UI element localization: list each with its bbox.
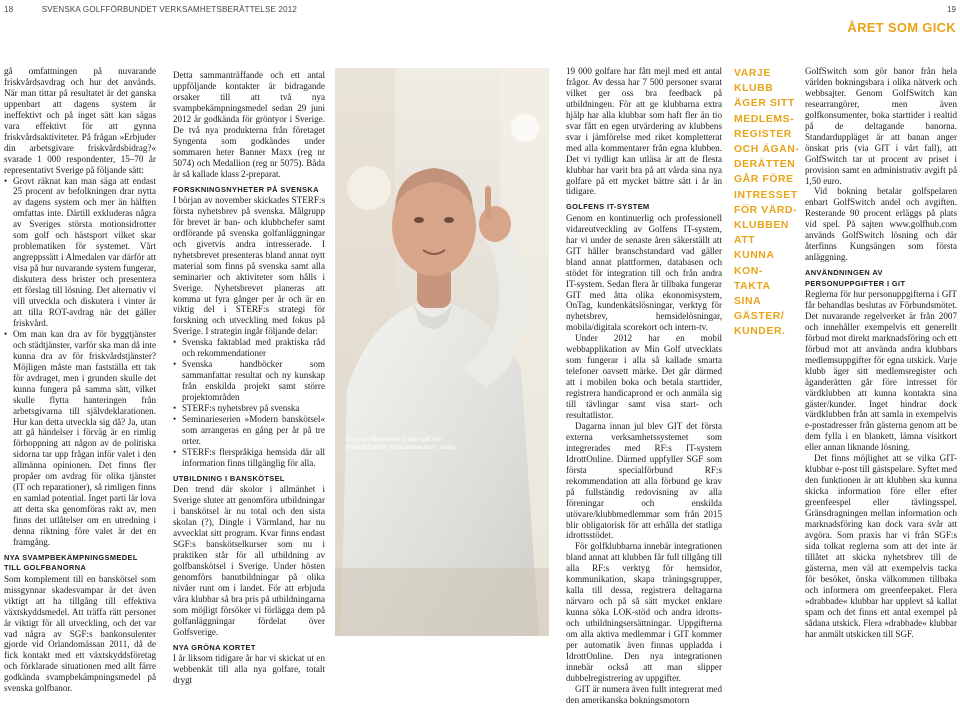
bullet-item: • STERF:s nyhetsbrev på svenska [173,403,325,414]
photo-caption: Gunnar Håkansson pratar golf och friskvård under Almedalsveckan i Visby. [346,436,457,451]
page-header [0,0,960,48]
quote-line: GÅR FÖRE [734,174,794,186]
section-heading: GOLFENS IT-SYSTEM [566,202,650,212]
bullet-item: • Grovt räknat kan man säga att endast 25 procent av befolkningen drar nytta av dagens system och mer än hälften omfattas inte. Därtill exkluderas några av Sveriges största motionsidrotter som golf och hästsport vilket skar problematiken för systemet. Vårt angreppssätt i Almedalen var därför att visa på hur nuvarande system fungerar, diskutera dess brister och presentera ett förslag till lösning. Det alternativ vi vill utveckla och diskutera i vinter är att tilla ROT-avdrag när det gäller friskvård. [4,176,156,329]
bullet-item: • Seminarieserien »Modern banskötsel« som arrangeras en gång per år på tre orter. [173,414,325,447]
text-column-2 [173,70,325,686]
section-title: ÅRET SOM GICK [847,20,956,35]
paragraph: GolfSwitch som gör banor från hela världen bokningsbara i olika nätverk och webbsajter. Genom GolfSwitch kan researrangörer, men även golfkonsumenter, boka starttider i realtid på de deltagande banorna. Standarduppläget är att banan anger önskat pris (via GIT i vårt fall), att GolfSwitch tar ut procent av priset i provision samt en administrativ avgift på 1,50 euro. [805,66,957,186]
paragraph: Detta sammanträffande och ett antal uppföljande kontakter är bidragande orsaker till att två nya svampbekämpningsmedel sedan 29 juni 2012 är godkända för gröntyor i Sverige. De två nya produkterna från företaget Syngenta som godkändes under sommaren heter Banner Maxx (reg nr 5074) och Medallion (reg nr 5075). Båda är så kallade klass 2-preparat. [173,70,325,179]
publication-title: SVENSKA GOLFFÖRBUNDET VERKSAMHETSBERÄTTELSE 2012 [41,5,298,14]
bullet-item: • Om man kan dra av för byggtjänster och städtjänster, varför ska man då inte kunna dra av för friskvårdstjänster? Möjligen måste man fastställa ett tak för avdraget, men i grunden skulle det kunna fungera på samma sätt, vilket skulle flytta hanteringen från arbetsgivarna till självdeklarationen. Hur kan detta utveckla sig då? Ja, utan att gå händelser i förväg är en rimlig förhoppning att någon av de politiska sidorna tar upp frågan inför valet i den allmänna opinionen. Det finns fler propåer om avdrag för olika tjänster (IT och reparationer), så rimligen finns en samlad potential. Inget parti lär lova att detta ska genomföras rakt av, men finns det utlåtelser om en utredning i denna riktning före valet är det en framgång. [4,329,156,548]
paragraph: Under 2012 har en mobil webbapplikation av Min Golf utvecklats som fungerar i alla så kallade smarta telefoner oavsett märke. Det går därmed att i mobilen boka och betala starttider, registrera handicaprond er och anmäla sig till tävlingar samt visa start- och resultatlistor. [566,333,722,420]
portrait-photo [335,68,549,636]
paragraph: Den trend där skolor i allmänhet i Sverige sluter att genomföra utbildningar i banskötsel är nu total och den sista skolan (?), Dingle i Värmland, har nu avvecklat sitt program. Kvar finns endast SGF:s banskötselkurser som nu i praktiken står för all utbildning av golfbanskötsel i Sverige. Under hösten genomförs banutbildningar på olika nivåer runt om i landet. För att erbjuda våra klubbar så bra pris på utbildningarna som möjligt försöker vi förlägga dem på golfanläggningar fördelat över Golfsverige. [173,484,325,637]
quote-line: GÄSTER/ [734,311,785,323]
bullet-item: • Svenska faktablad med praktiska råd och rekommendationer [173,337,325,359]
quote-line: VARJE [734,68,771,79]
quote-line: OCH ÄGAN- [734,144,800,156]
section-heading: UTBILDNING I BANSKÖTSEL [173,473,285,483]
quote-line: KLUBB [734,83,774,95]
bullet-item: • STERF:s flerspråkiga hemsida där all information finns tillgänglig för alla. [173,447,325,469]
paragraph: GIT är numera även fullt integrerat med den amerikanska bokningsmotorn [566,683,722,705]
paragraph: 19 000 golfare har fått mejl med ett antal frågor. Av dessa har 7 500 personer svarat vilket ger oss bra feedback på utbildningen. För att ge klubbarna extra hjälp har alla klubbar som haft fler än tio svar fått en egen utvärdering av klubbens svar i jämförelse med riket kompletterat med alla kommentarer från egna klubben. Det vi tydligt kan utläsa är att de flesta klubbar har varit bra på att vårda sina nya golfare på ett mycket bättre sätt i år än tidigare. [566,66,722,197]
quote-line: FÖR VÄRD- [734,204,798,216]
quote-line: REGISTER [734,128,792,140]
paragraph: gå omfattningen på nuvarande friskvårdsavdrag och hur det används. När man tittar på resultatet är det ganska uppenbart att dagens system är ineffektivt och på inget sätt kan sägas vara effektivt för att gynna friskvårdsaktiviteter. På frågan »Erbjuder din arbetsgivare friskvårdsbidrag?« svarade 1 000 respondenter, 15–70 år representativt Sverige på följande sätt: [4,66,156,175]
header-left [4,5,297,14]
photo-illustration [335,68,549,636]
paragraph: Reglerna för hur personuppgifterna i GIT får behandlas beslutas av Förbundsmötet. Det nuvarande regelverket är från 2007 och innehåller exempelvis ett generellt förbud mot direkt marknadsföring och ett förbud mot att använda andra klubbars medlemsuppgifter för egna utskick. Varje klubb äger sitt medlemsregister och äganderätten går före intresset för värdklubben att kunna kontakta sina gäster/kunder. Inget hindrar dock värdklubben från att samla in exempelvis e-postadresser från gästerna genom att be dem fylla i en blankett, lämna visitkort eller annan liknande lösning. [805,288,957,453]
paragraph: I år liksom tidigare år har vi skickat ut en webbenkät till alla nya golfare, totalt drygt [173,652,325,685]
page-number-left: 18 [4,5,14,14]
bullet-list [4,176,156,548]
quote-line: DERÄTTEN [734,159,796,171]
page-number-right: 19 [947,5,956,14]
paragraph: Vid bokning betalar golfspelaren enbart GolfSwitch andel och avgiften. Resterande 90 procent erläggs på plats vid spel. På sajten www.golfhub.com används GolfSwitch lösning och där återfinns Kungsängen som första anläggning. [805,186,957,263]
quote-line: KUNNA KON- [734,250,775,277]
paragraph: För golfklubbarna innebär integrationen bland annat att klubben får full tillgång till alla RF:s verktyg för hemsidor, kommunikation, skapa träningsgrupper, kalla till dessa, registrera deltagarna närvaro och på så sätt mycket enklare kunna söka LOK-stöd och andra idrotts- och utbildningsersättningar. Uppgifterna om alla aktiva medlemmar i GIT kommer per automatik även finnas uppladda i IdrottOnline. Den nya integrationen innebär också att man slipper dubbelregistrering av uppgifter. [566,541,722,683]
bullet-item: • Svenska handböcker som sammanfattar resultat och ny kunskap från enskilda projekt samt större projektområden [173,359,325,403]
paragraph: Dagarna innan jul blev GIT det första externa verksamhetssystemet som integrerades med RF:s IT-system IdrottOnline. Därmed uppfyller SGF som första specialförbund RF:s rekommendation att alla förbund ge krav på fullständig redovisning av alla föreningar och enskilda utövare/klubbmedlemmar som från 2015 blir obligatorisk för att erhålla det statliga idrottsstödet. [566,420,722,541]
paragraph: Genom en kontinuerlig och professionell vidareutveckling av Golfens IT-system, har vi under de senaste åren säkerställt att GIT håller branschstandard vad gäller bland annat plattformen, databasen och stödet för integration till och från andra IT-system. Sedan flera år tillbaka fungerar GIT med åtta olika ekonomisystem, OnTag, kundenkätslösningar, verktyg för nyhetsbrev, hemsidelösningar, mobila/digitala scorekort och intern-tv. [566,212,722,333]
quote-line: KLUBBEN ATT [734,220,789,247]
section-heading: ANVÄNDNINGEN AV PERSONUPPGIFTER I GIT [805,268,906,288]
quote-line: TAKTA SINA [734,280,771,308]
text-column-5 [805,66,957,639]
paragraph: I början av november skickades STERF:s första nyhetsbrev på svenska. Målgrupp för brevet är ban- och klubbchefer samt ordförande på svenska golfanläggningar och givetvis andra intresserade. I nyhetsbrevet presenteras bland annat nytt material som finns på svenska samt alla seminarier och aktiviteter som hålls i Sverige. Nyhetsbrevet planeras att komma ut fyra gånger per år och är en viktig del i STERF:s strategi för forskning och utveckling med fokus på Sverige. I strategin ingår följande delar: [173,194,325,337]
pull-quote [734,66,800,340]
text-column-1 [4,66,156,694]
text-column-3 [566,66,722,706]
section-heading: FORSKNINGSNYHETER PÅ SVENSKA [173,184,319,194]
section-heading: NYA SVAMPBEKÄMPNINGSMEDEL TILL GOLFBANORNA [4,552,138,573]
paragraph: Det finns möjlighet att se vilka GIT-klubbar e-post till gästspelare. Syftet med den funktionen är att klubben ska kunna skicka information före eller efter greenfeespel eller tävlingsspel. Gränsdragningen mellan information och marknadsföring kan dock vara svår att avgöra. Som praxis har vi från SGF:s sida tolkat reglerna som att det inte är tillåtet att skicka nyhetsbrev till de gästerna, men väl att exempelvis tacka för besöket, önska välkommen tillbaka och informera om greenfeepaket. Flera »drabbade« klubbar har upplevt så kallat spam och det finns ett antal exempel på sådana utskick. Flera »drabbade« klubbar har anmält utskicken till SGF. [805,453,957,639]
quote-line: INTRESSET [734,189,798,201]
quote-line: ÄGER SITT [734,98,795,110]
section-heading: NYA GRÖNA KORTET [173,642,256,652]
paragraph: Som komplement till en banskötsel som missgynnar skadesvampar är det även viktigt att ha tillgång till effektiva växtskyddsmedel. Att träffa rätt personer är viktigt för all utveckling, och det var vad några av SGF:s bankonsulenter gjorde vid Orlandomässan 2011, då de fick kontakt med ett växtskyddsföretag och förklarade situationen med allt färre godkända svampbekämpningsmedel på svenska golfbanor. [4,573,156,694]
bullet-list [173,337,325,468]
quote-line: KUNDER. [734,326,786,338]
quote-line: MEDLEMS- [734,113,795,125]
